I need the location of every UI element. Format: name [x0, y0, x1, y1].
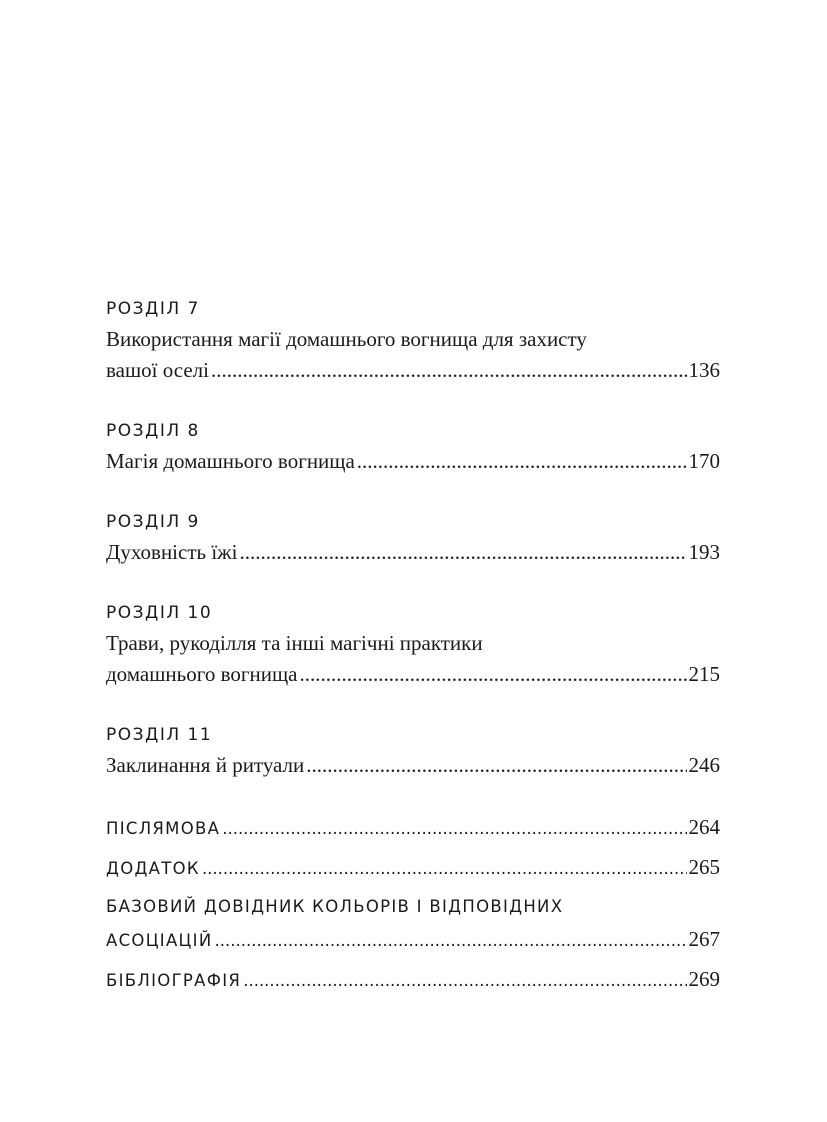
dot-leader [299, 659, 686, 690]
toc-chapter-10 [106, 598, 720, 690]
page-number: 265 [688, 855, 720, 879]
toc-entry[interactable] [106, 851, 720, 885]
toc-afterword [106, 811, 720, 845]
chapter-title: вашої оселі [106, 358, 209, 382]
chapter-title-line: Трави, рукоділля та інші магічні практики [106, 631, 483, 655]
dot-leader [202, 853, 687, 885]
toc-entry[interactable] [106, 446, 720, 477]
page-number: 193 [688, 540, 720, 564]
section-title: БІБЛІОГРАФІЯ [106, 971, 242, 990]
page-number: 170 [688, 449, 720, 473]
page-number: 267 [688, 927, 720, 951]
toc-entry[interactable] [106, 659, 720, 690]
dot-leader [222, 813, 686, 845]
page-number: 246 [688, 753, 720, 777]
dot-leader [243, 965, 686, 997]
toc-entry[interactable] [106, 355, 720, 386]
section-title: ДОДАТОК [106, 859, 200, 878]
section-title-line: БАЗОВИЙ ДОВІДНИК КОЛЬОРІВ І ВІДПОВІДНИХ [106, 897, 564, 916]
chapter-title: домашнього вогнища [106, 662, 298, 686]
dot-leader [214, 925, 686, 957]
toc-entry[interactable] [106, 537, 720, 568]
page-number: 215 [688, 662, 720, 686]
toc-bibliography [106, 963, 720, 997]
dot-leader [211, 355, 687, 386]
chapter-title-line: Використання магії домашнього вогнища для захисту [106, 327, 587, 351]
toc-entry[interactable] [106, 750, 720, 781]
chapter-label: РОЗДІЛ 8 [106, 421, 200, 441]
toc-chapter-9 [106, 507, 720, 568]
page-number: 264 [688, 815, 720, 839]
toc-color-reference [106, 891, 720, 957]
dot-leader [306, 750, 686, 781]
toc-appendix [106, 851, 720, 885]
toc-chapter-7 [106, 294, 720, 386]
chapter-label: РОЗДІЛ 11 [106, 725, 213, 745]
chapter-title: Магія домашнього вогнища [106, 449, 355, 473]
chapter-title: Заклинання й ритуали [106, 753, 305, 777]
toc-entry[interactable] [106, 923, 720, 957]
chapter-title: Духовність їжі [106, 540, 238, 564]
toc-chapter-11 [106, 720, 720, 781]
backmatter-list [106, 811, 720, 997]
dot-leader [240, 537, 687, 568]
toc-entry[interactable] [106, 963, 720, 997]
chapter-label: РОЗДІЛ 9 [106, 512, 200, 532]
page-number: 269 [688, 967, 720, 991]
toc-chapter-8 [106, 416, 720, 477]
section-title: АСОЦІАЦІЙ [106, 931, 213, 950]
toc-entry[interactable] [106, 811, 720, 845]
chapter-label: РОЗДІЛ 7 [106, 299, 200, 319]
page-number: 136 [688, 358, 720, 382]
section-title: ПІСЛЯМОВА [106, 819, 221, 838]
dot-leader [357, 446, 687, 477]
table-of-contents [106, 294, 720, 1003]
chapter-label: РОЗДІЛ 10 [106, 603, 213, 623]
